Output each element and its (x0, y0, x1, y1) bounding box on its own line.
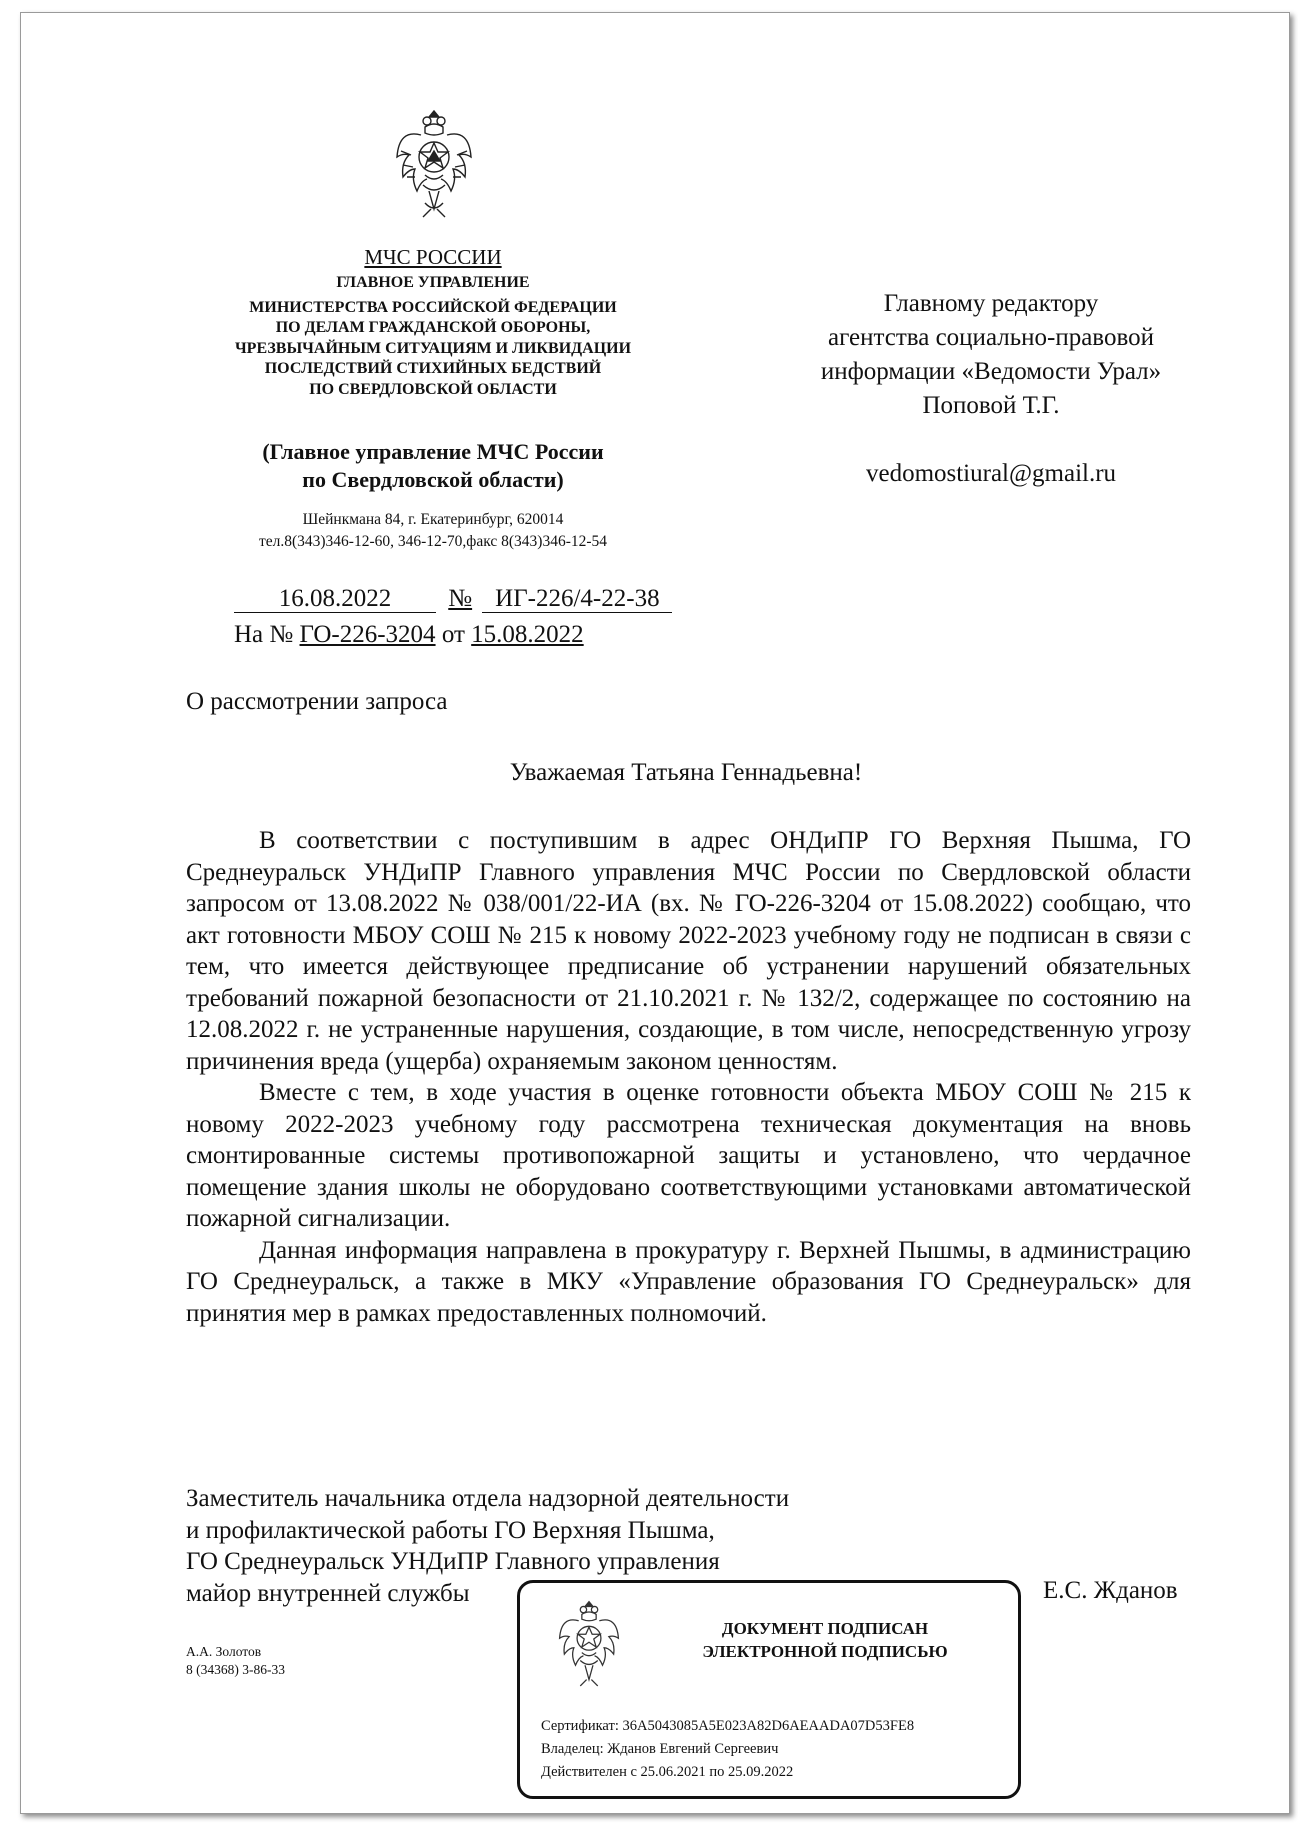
ref-prefix: На № (234, 621, 294, 648)
reg-date: 16.08.2022 (234, 586, 436, 613)
stamp-title-line: ДОКУМЕНТ ПОДПИСАН (721, 1619, 929, 1638)
letter-page (20, 12, 1290, 1814)
addressee-line: агентства социально-правовой (828, 324, 1154, 351)
stamp-title (640, 1617, 1010, 1663)
signatory-name: Е.С. Жданов (1043, 1577, 1178, 1604)
paragraph: Вместе с тем, в ходе участия в оценке готовности объекта МБОУ СОШ № 215 к новому 2022-2023 учебному году рассмотрена техническая документация на вновь смонтированные системы противопожарной защиты и установлено, что чердачное помещение здания школы не оборудовано соответствующими установками автоматической пожарной сигнализации. (186, 1079, 1191, 1232)
short-name-line: по Свердловской области) (302, 467, 564, 492)
dept-title-line: ГЛАВНОЕ УПРАВЛЕНИЕ (336, 274, 530, 291)
paragraph: В соответствии с поступившим в адрес ОНДиПР ГО Верхняя Пышма, ГО Среднеуральск УНДиПР Главного управления МЧС России по Свердловской области запросом от 13.08.2022 № 038/001/22-ИА (вх. № ГО-226-3204 от 15.08.2022) сообщаю, что акт готовности МБОУ СОШ № 215 к новому 2022-2023 учебному году не подписан в связи с тем, что имеется действующее предписание об устранении нарушений обязательных требований пожарной безопасности от 21.10.2021 г. № 132/2, содержащее по состоянию на 12.08.2022 г. не устраненные нарушения, создающие, в том числе, непосредственную угрозу причинения вреда (ущерба) охраняемым законом ценностям. (186, 827, 1191, 1075)
executor-name: А.А. Золотов (186, 1644, 262, 1659)
org-contacts (173, 509, 693, 553)
dept-line: МИНИСТЕРСТВА РОССИЙСКОЙ ФЕДЕРАЦИИ (249, 298, 617, 316)
executor-block (186, 1643, 285, 1679)
addressee-block (741, 287, 1241, 491)
stamp-owner: Владелец: Жданов Евгений Сергеевич (541, 1741, 779, 1757)
short-name (173, 438, 693, 494)
stamp-validity: Действителен с 25.06.2021 по 25.09.2022 (541, 1764, 794, 1780)
registration-line (234, 585, 672, 613)
signatory-title-line: ГО Среднеуральск УНДиПР Главного управления (186, 1548, 720, 1575)
ref-from: от (441, 621, 465, 648)
addressee-email: vedomostiural@gmail.ru (865, 460, 1117, 487)
addressee-line: Поповой Т.Г. (922, 392, 1060, 419)
signatory-title-line: и профилактической работы ГО Верхняя Пышма, (186, 1516, 715, 1544)
greeting: Уважаемая Татьяна Геннадьевна! (509, 759, 863, 786)
stamp-details (541, 1715, 1011, 1784)
dept-line: ПОСЛЕДСТВИЙ СТИХИЙНЫХ БЕДСТВИЙ (264, 360, 602, 377)
ref-date: 15.08.2022 (471, 621, 584, 648)
dept-text (173, 241, 693, 400)
reg-no-label: № (448, 585, 473, 612)
stamp-certificate: Сертификат: 36A5043085A5E023A82D6AEAADA07D53FE8 (541, 1718, 915, 1734)
org-phones: тел.8(343)346-12-60, 346-12-70,факс 8(343)346-12-54 (258, 533, 608, 550)
dept-line: ЧРЕЗВЫЧАЙНЫМ СИТУАЦИЯМ И ЛИКВИДАЦИИ (234, 339, 632, 357)
mchs-emblem-icon (395, 107, 473, 219)
paragraph: Данная информация направлена в прокуратуру г. Верхней Пышмы, в администрацию ГО Среднеуральск, а также в МКУ «Управление образования ГО Среднеуральск» для принятия мер в рамках предоставленных полномочий. (186, 1236, 1191, 1327)
dept-line: ПО ДЕЛАМ ГРАЖДАНСКОЙ ОБОРОНЫ, (275, 319, 591, 336)
org-name: МЧС РОССИИ (364, 245, 502, 269)
reference-line (234, 621, 584, 649)
stamp-title-line: ЭЛЕКТРОННОЙ ПОДПИСЬЮ (702, 1642, 948, 1661)
reg-number: ИГ-226/4-22-38 (482, 586, 672, 613)
org-address: Шейнкмана 84, г. Екатеринбург, 620014 (302, 511, 564, 528)
executor-phone: 8 (34368) 3-86-33 (186, 1662, 285, 1677)
e-signature-stamp (517, 1580, 1021, 1799)
signatory-title-line: майор внутренней службы (186, 1579, 470, 1607)
addressee-line: Главному редактору (883, 290, 1099, 317)
dept-line: ПО СВЕРДЛОВСКОЙ ОБЛАСТИ (309, 380, 557, 398)
addressee-line: информации «Ведомости Урал» (820, 358, 1162, 385)
letter-body (186, 825, 1191, 1329)
subject-line: О рассмотрении запроса (186, 688, 448, 715)
ref-number: ГО-226-3204 (299, 621, 436, 648)
mchs-emblem-icon (558, 1593, 620, 1693)
short-name-line: (Главное управление МЧС России (262, 439, 604, 464)
signatory-title-line: Заместитель начальника отдела надзорной деятельности (186, 1485, 790, 1512)
